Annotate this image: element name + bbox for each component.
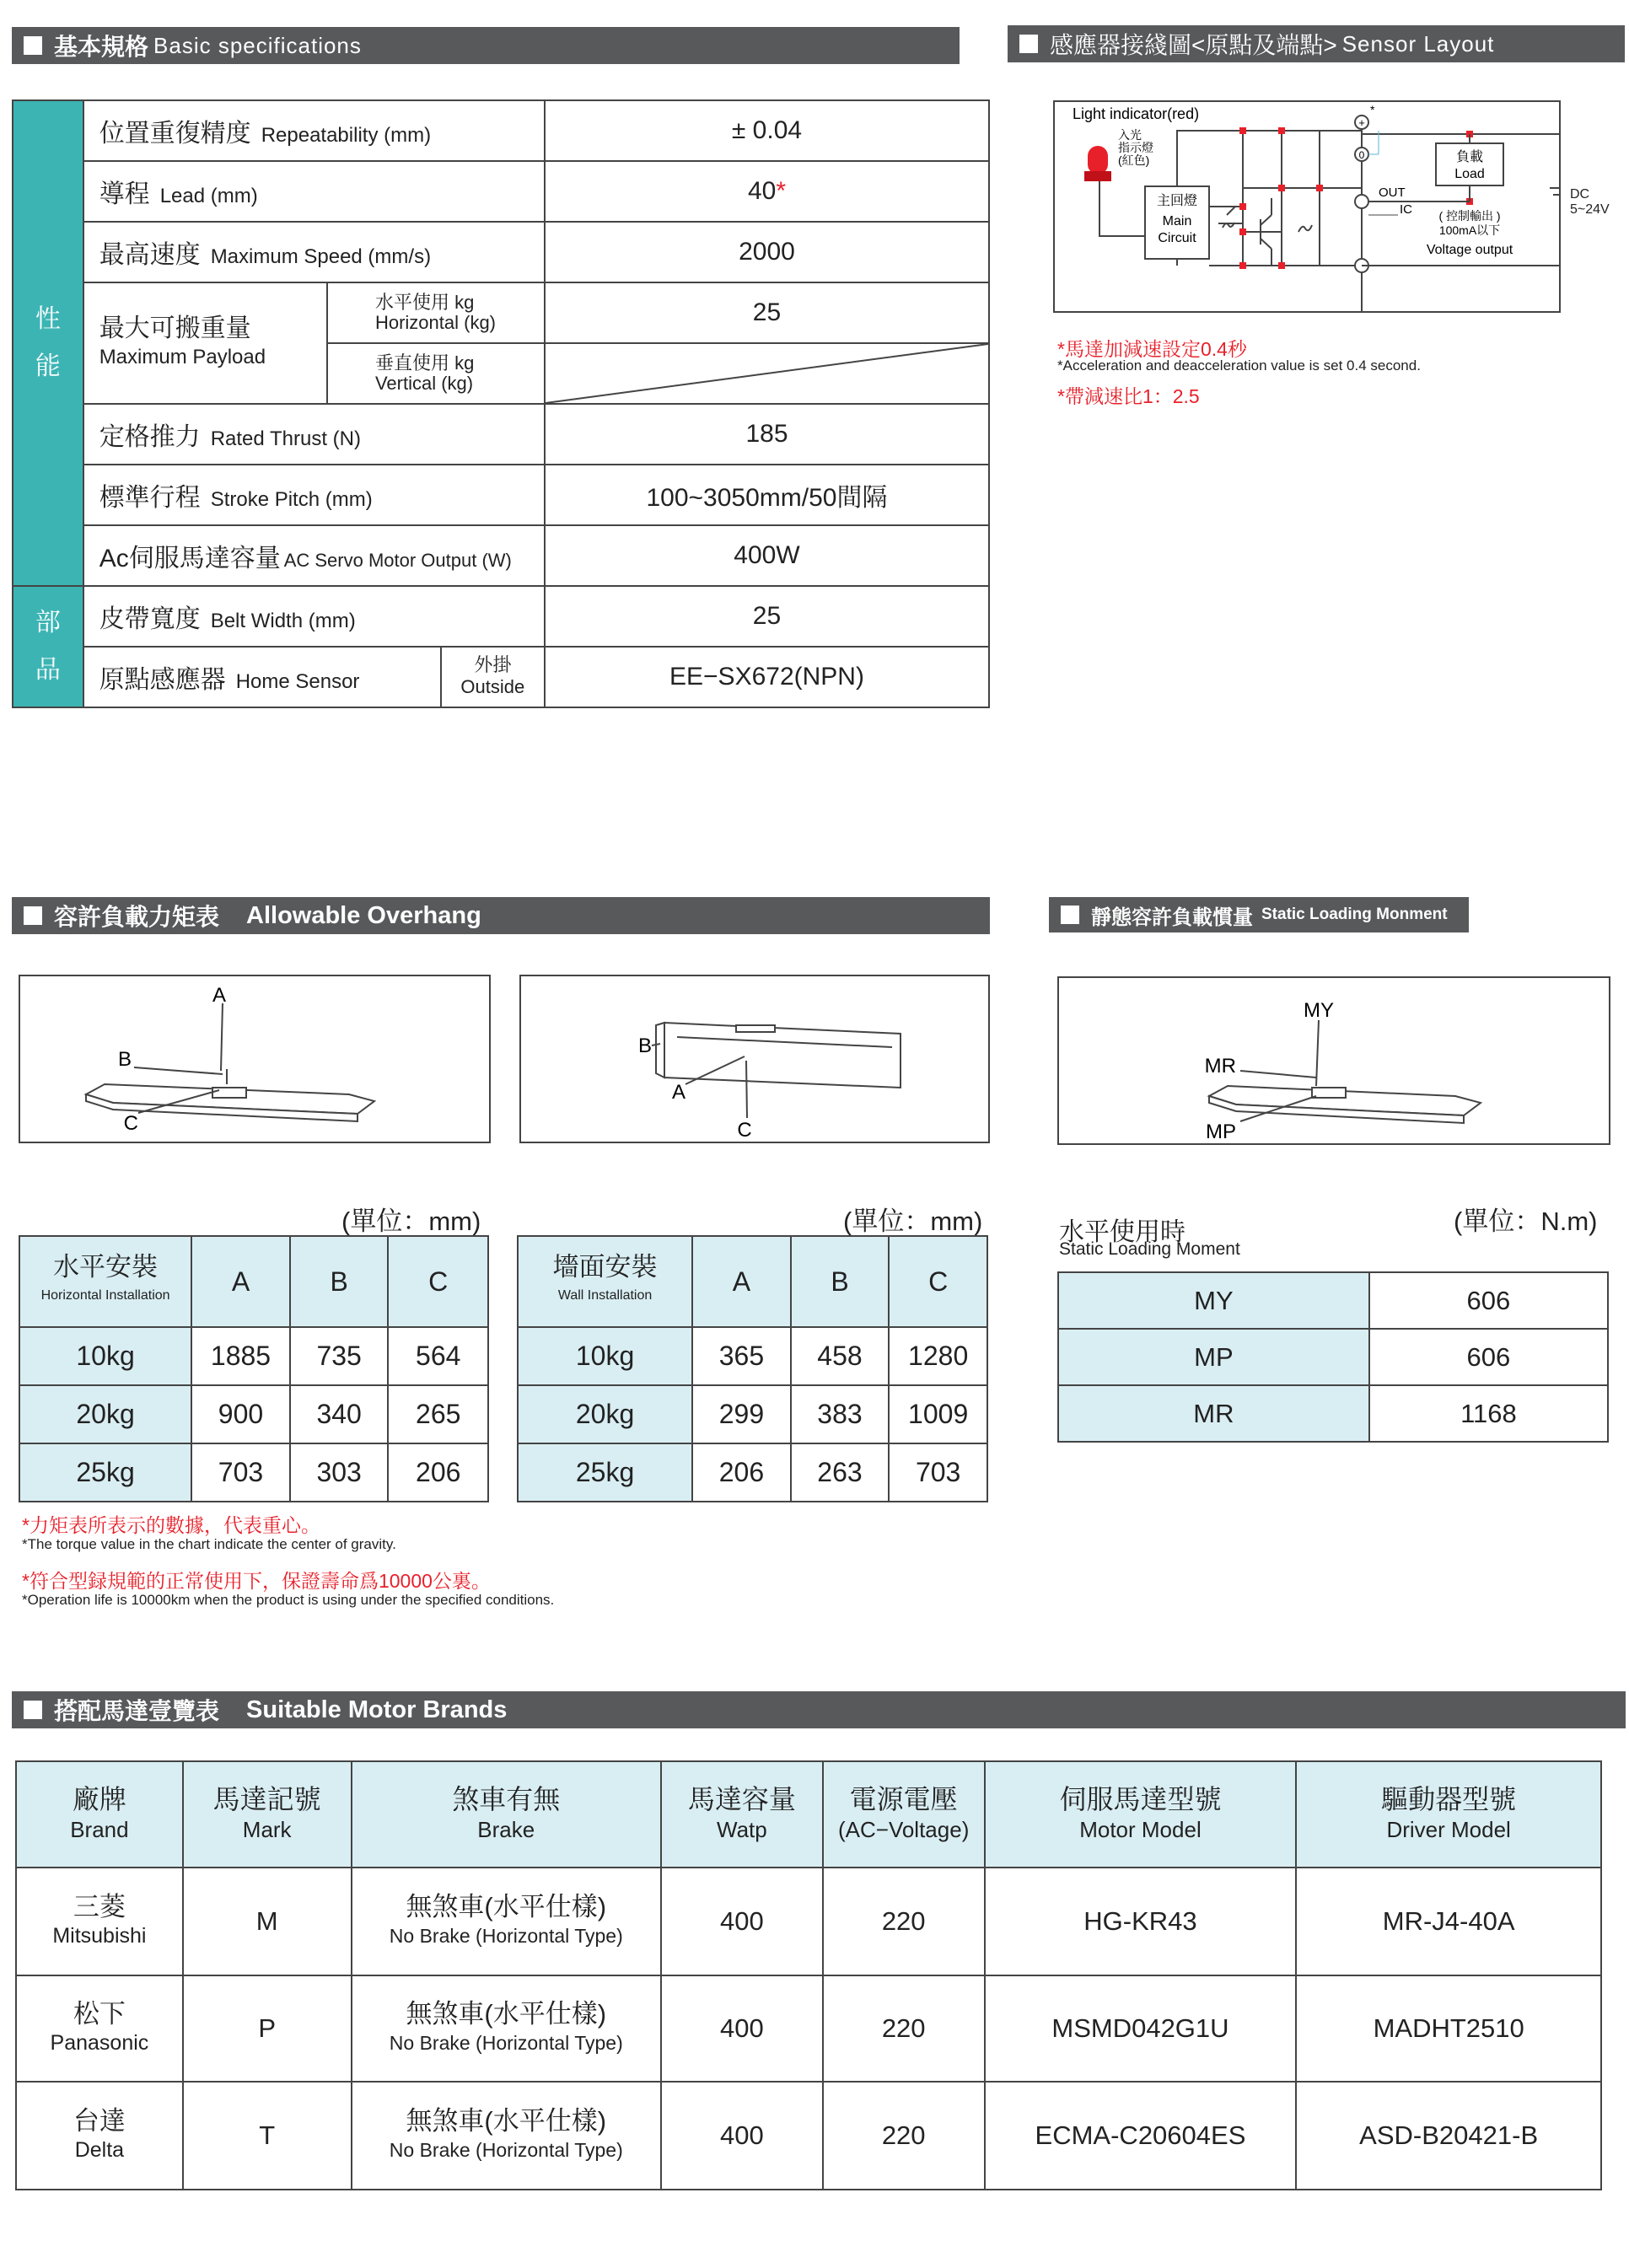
spec-label: 定格推力 Rated Thrust (N) [83, 404, 545, 465]
spec-value: 2000 [545, 222, 989, 282]
header-voltage: 電源電壓 (AC−Voltage) [823, 1761, 985, 1868]
svg-text:( 控制輸出 ): ( 控制輸出 ) [1438, 209, 1501, 223]
motor-brands-header [12, 1691, 1626, 1728]
svg-text:100mA以下: 100mA以下 [1438, 223, 1501, 237]
basic-spec-header [12, 27, 960, 64]
side-label-parts: 部 品 [13, 586, 83, 707]
static-unit: (單位：N.m) [1454, 1207, 1598, 1236]
spec-label: 標準行程 Stroke Pitch (mm) [83, 465, 545, 525]
static-sub-zh: 水平使用時 [1059, 1218, 1185, 1246]
label-c: C [737, 1119, 752, 1142]
spec-label: 皮帶寬度 Belt Width (mm) [83, 586, 545, 647]
label-mr: MR [1204, 1055, 1236, 1078]
spec-value: ± 0.04 [545, 100, 989, 161]
overhang-horizontal-table [19, 1235, 489, 1502]
overhang-title-en: Allowable Overhang [246, 901, 481, 929]
static-title-en: Static Loading Monment [1261, 906, 1448, 923]
dc-label: DC 5~24V [1570, 187, 1610, 217]
spec-label: Ac伺服馬達容量 AC Servo Motor Output (W) [83, 525, 545, 586]
header-driver-model: 驅動器型號 Driver Model [1296, 1761, 1601, 1868]
payload-vertical-label: 垂直使用 kg Vertical (kg) [327, 343, 545, 404]
horizontal-actuator-diagram [19, 975, 491, 1143]
diagonal-slash [546, 344, 988, 403]
light-indicator-label: Light indicator(red) [1073, 105, 1200, 122]
spec-label: 位置重復精度 Repeatability (mm) [83, 100, 545, 161]
table-row: 三菱 Mitsubishi M 無煞車(水平仕樣) No Brake (Horizontal Type) 400 220 HG-KR43 MR-J4-40A [16, 1868, 1601, 1975]
header-brand: 廠牌 Brand [16, 1761, 183, 1868]
spec-value: EE−SX672(NPN) [545, 647, 989, 707]
table-row [13, 586, 989, 647]
table-header-row [518, 1236, 987, 1327]
table-header-row [16, 1761, 1601, 1868]
spec-label: 導程 Lead (mm) [83, 161, 545, 222]
static-moment-diagram [1057, 976, 1610, 1145]
spec-label: 最高速度 Maximum Speed (mm/s) [83, 222, 545, 282]
header-watt: 馬達容量 Watp [661, 1761, 823, 1868]
static-title-zh: 靜態容許負載慣量 [1091, 906, 1253, 929]
square-bullet-icon [1061, 906, 1079, 924]
overhang-unit-right: (單位：mm) [843, 1207, 983, 1236]
table-row: MR 1168 [1058, 1385, 1608, 1442]
sensor-wiring-diagram [1046, 97, 1568, 316]
wall-installation-header: 墻面安裝 Wall Installation [518, 1236, 692, 1327]
overhang-wall-table [517, 1235, 988, 1502]
table-row [13, 647, 989, 707]
table-row: 25kg 703 303 206 [19, 1443, 488, 1502]
terminal-out [1355, 195, 1368, 208]
overhang-notes: *力矩表所表示的數據，代表重心。 *The torque value in the chart indicate the center of gravity. *符合型録規範的正常使用下，保證壽命爲10000公裏。 *Operation life is 10000km when the product is using under the specified conditions. [22, 1514, 555, 1608]
col-a-header: A [692, 1236, 791, 1327]
col-c-header: C [889, 1236, 987, 1327]
svg-text:Circuit: Circuit [1158, 231, 1196, 245]
actuator-body-wall [656, 1023, 901, 1088]
overhang-title-zh: 容許負載力矩表 [54, 904, 220, 930]
static-sub-en: Static Loading Moment [1059, 1239, 1240, 1259]
svg-text:Main: Main [1162, 214, 1192, 228]
spec-value: 185 [545, 404, 989, 465]
square-bullet-icon [24, 1701, 42, 1719]
table-row [13, 282, 989, 343]
square-bullet-icon [24, 906, 42, 925]
col-a-header: A [191, 1236, 290, 1327]
table-row [13, 222, 989, 282]
sensor-title-zh: 感應器接綫圖<原點及端點> [1050, 32, 1337, 58]
header-mark: 馬達記號 Mark [183, 1761, 352, 1868]
label-b: B [637, 1035, 652, 1057]
side-label-performance: 性 能 [13, 100, 83, 586]
table-row: MP 606 [1058, 1329, 1608, 1385]
svg-text:*: * [1370, 103, 1375, 116]
svg-text:Voltage output: Voltage output [1426, 243, 1513, 257]
red-light-icon [1084, 146, 1111, 181]
spec-value: 400W [545, 525, 989, 586]
square-bullet-icon [1019, 35, 1038, 53]
outside-label: 外掛 Outside [440, 648, 544, 707]
table-row [13, 161, 989, 222]
spec-value: 25 [545, 586, 989, 647]
header-brake: 煞車有無 Brake [352, 1761, 661, 1868]
svg-text:指示燈: 指示燈 [1118, 141, 1153, 154]
table-row: 松下 Panasonic P 無煞車(水平仕樣) No Brake (Horizontal Type) 400 220 MSMD042G1U MADHT2510 [16, 1975, 1601, 2082]
table-row: MY 606 [1058, 1272, 1608, 1329]
label-c: C [123, 1112, 138, 1135]
payload-label: 最大可搬重量 Maximum Payload [83, 282, 327, 404]
motor-brands-table [15, 1760, 1602, 2190]
overhang-unit-left: (單位：mm) [341, 1207, 481, 1236]
spec-value-empty [545, 343, 989, 404]
static-moment-table [1057, 1271, 1609, 1443]
table-row [13, 100, 989, 161]
svg-text:0: 0 [1358, 149, 1365, 161]
svg-text:(紅色): (紅色) [1118, 153, 1150, 167]
svg-text:IC: IC [1400, 202, 1412, 217]
basic-spec-title-en: Basic specifications [153, 32, 362, 58]
sensor-notes: *馬達加減速設定0.4秒 *Acceleration and deacceleration value is set 0.4 second. *帶減速比1：2.5 [1057, 338, 1421, 407]
table-header-row [19, 1236, 488, 1327]
table-row [13, 525, 989, 586]
table-row: 25kg 206 263 703 [518, 1443, 987, 1502]
static-loading-header [1049, 897, 1469, 932]
svg-text:Load: Load [1454, 167, 1485, 181]
horizontal-installation-header: 水平安裝 Horizontal Installation [19, 1236, 191, 1327]
spec-value: 100~3050mm/50間隔 [545, 465, 989, 525]
label-b: B [117, 1048, 132, 1071]
col-b-header: B [791, 1236, 890, 1327]
table-row [13, 465, 989, 525]
table-row [13, 404, 989, 465]
sensor-layout-header [1008, 25, 1625, 62]
payload-horizontal-label: 水平使用 kg Horizontal (kg) [327, 282, 545, 343]
overhang-header [12, 897, 990, 934]
svg-text:入光: 入光 [1118, 128, 1142, 142]
table-row: 20kg 299 383 1009 [518, 1385, 987, 1443]
motors-title-en: Suitable Motor Brands [246, 1696, 508, 1723]
square-bullet-icon [24, 36, 42, 55]
spec-value: 40* [545, 161, 989, 222]
header-motor-model: 伺服馬達型號 Motor Model [985, 1761, 1297, 1868]
table-row: 10kg 1885 735 564 [19, 1327, 488, 1385]
wall-actuator-diagram [519, 975, 990, 1143]
label-a: A [212, 984, 227, 1007]
label-my: MY [1304, 999, 1334, 1022]
motors-title-zh: 搭配馬達壹覽表 [54, 1698, 220, 1724]
sensor-title-en: Sensor Layout [1341, 30, 1495, 56]
table-row: 20kg 900 340 265 [19, 1385, 488, 1443]
spec-value: 25 [545, 282, 989, 343]
svg-text:+: + [1358, 116, 1365, 129]
col-b-header: B [290, 1236, 389, 1327]
table-row: 台達 Delta T 無煞車(水平仕樣) No Brake (Horizontal Type) 400 220 ECMA-C20604ES ASD-B20421-B [16, 2082, 1601, 2190]
spec-label: 原點感應器 Home Sensor 外掛 Outside [83, 647, 545, 707]
label-a: A [671, 1081, 685, 1104]
svg-text:主回燈: 主回燈 [1156, 194, 1198, 208]
basic-spec-title-zh: 基本規格 [54, 34, 149, 60]
svg-text:OUT: OUT [1379, 185, 1406, 200]
col-c-header: C [388, 1236, 488, 1327]
svg-text:負載: 負載 [1455, 150, 1484, 164]
table-row: 10kg 365 458 1280 [518, 1327, 987, 1385]
basic-spec-table [12, 99, 990, 708]
label-mp: MP [1206, 1121, 1236, 1143]
